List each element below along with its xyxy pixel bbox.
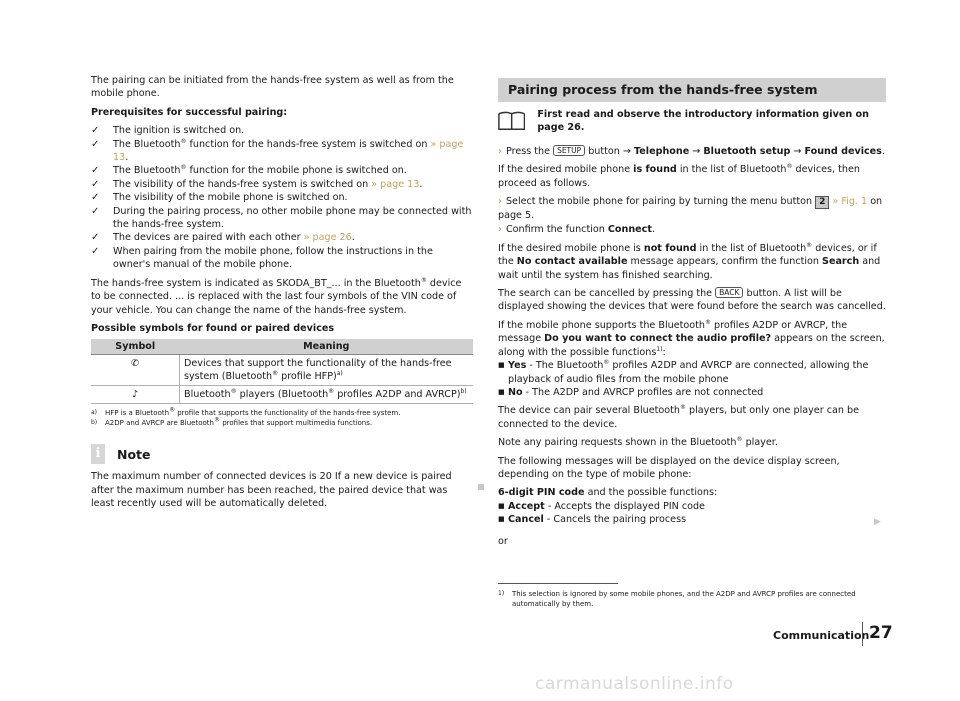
note-heading	[91, 444, 473, 464]
table-row	[91, 386, 473, 404]
page-link[interactable]: » page 26	[303, 232, 352, 244]
footnote: b) A2DP and AVRCP are Bluetooth® profiles that support multimedia functions.	[91, 416, 373, 428]
section-header: Pairing process from the hands-free system	[498, 78, 886, 102]
list-item: ■ No - The A2DP and AVRCP profiles are not connected	[498, 386, 886, 399]
table-cell: Bluetooth® players (Bluetooth® profiles A2DP and AVRCP)$^{b)}$	[180, 386, 474, 404]
prereq-list	[91, 124, 473, 271]
intro-paragraph: The pairing can be initiated from the hands-free system as well as from the mobile phone.	[91, 75, 454, 100]
prereq-item: ✓ The visibility of the hands-free system is switched on » page 13.	[91, 178, 473, 191]
prereq-item: ✓ The Bluetooth® function for the hands-free system is switched on » page 13.	[91, 138, 473, 165]
footnote-divider	[498, 583, 618, 584]
left-column	[91, 74, 473, 516]
prereq-item: ✓ The ignition is switched on.	[91, 124, 473, 137]
prereq-item: ✓ The visibility of the mobile phone is switched on.	[91, 191, 473, 204]
continue-arrow-icon: ▶	[874, 517, 881, 527]
audio-options	[498, 359, 886, 399]
figure-link[interactable]: » Fig. 1	[829, 196, 868, 208]
paragraph: The device can pair several Bluetooth® players, but only one player can be connected to the device.	[498, 404, 859, 430]
step-arrow-icon: ›	[498, 196, 502, 208]
section-end-mark	[478, 484, 484, 490]
paragraph: If the desired mobile phone is found in the list of Bluetooth® devices, then proceed as follows.	[498, 163, 860, 189]
page-footnotes	[498, 589, 886, 609]
symbol-table	[91, 339, 473, 404]
step-arrow-icon: ›	[498, 145, 502, 157]
setup-key: SETUP	[553, 145, 585, 156]
watermark: carmanualsonline.info	[535, 674, 734, 694]
table-header-symbol: Symbol	[91, 339, 180, 355]
step-setup: › Press the SETUP button → Telephone → Bluetooth setup → Found devices.	[498, 145, 885, 157]
prereq-item: ✓ When pairing from the mobile phone, follow the instructions in the owner's manual of the mobile phone.	[91, 245, 473, 272]
table-header-meaning: Meaning	[180, 339, 474, 355]
prereq-item: ✓ During the pairing process, no other mobile phone may be connected with the hands-free system.	[91, 205, 473, 232]
footnote: 1) This selection is ignored by some mobile phones, and the A2DP and AVRCP profiles are connected automatically by them.	[498, 590, 856, 608]
table-title: Possible symbols for found or paired devices	[91, 322, 335, 334]
open-book-icon	[498, 110, 525, 132]
page-link[interactable]: » page 13	[371, 178, 420, 190]
paragraph: 6-digit PIN code and the possible functions:	[498, 487, 718, 499]
note-title: Note	[117, 446, 151, 462]
prereq-item: ✓ The devices are paired with each other » page 26.	[91, 231, 473, 244]
step-select: › Select the mobile phone for pairing by turning the menu button 2 » Fig. 1 on page 5.	[498, 196, 883, 222]
table-footnotes	[91, 408, 473, 428]
paragraph: Note any pairing requests shown in the Bluetooth® player.	[498, 435, 778, 449]
page-link[interactable]: » page 13	[113, 138, 464, 164]
intro-note: First read and observe the introductory information given on page 26.	[498, 108, 886, 135]
info-icon: i	[91, 444, 105, 464]
list-item: ■ Accept - Accepts the displayed PIN code	[498, 500, 886, 513]
note-text: The maximum number of connected devices is 20 If a new device is paired after the maximum number has been reached, the paired device that was least recently used will be automatically deleted.	[91, 471, 452, 510]
table-cell: Devices that support the functionality of the hands-free system (Bluetooth® profile HFP)$^{a)}$	[180, 355, 474, 386]
menu-button-key: 2	[815, 196, 829, 209]
pin-options	[498, 500, 886, 527]
list-item: ■ Yes - The Bluetooth® profiles A2DP and AVRCP are connected, allowing the playback of audio files from the mobile phone	[498, 359, 886, 386]
table-row	[91, 355, 473, 386]
system-name-paragraph: The hands-free system is indicated as SKODA_BT_... in the Bluetooth® device to be connected. ... is replaced with the last four symbols of the VIN code of your vehicle. You can change the name of the hands-free system.	[91, 276, 462, 316]
right-column	[498, 78, 886, 553]
paragraph: The following messages will be displayed on the device display screen, depending on the type of mobile phone:	[498, 455, 840, 480]
prereq-item: ✓ The Bluetooth® function for the mobile phone is switched on.	[91, 164, 473, 177]
page-number: 27	[869, 623, 893, 643]
footnote: a) HFP is a Bluetooth® profile that supports the functionality of the hands-free system.	[91, 406, 401, 418]
phone-icon: ✆	[91, 355, 180, 386]
or-text: or	[498, 535, 508, 547]
list-item: ■ Cancel - Cancels the pairing process	[498, 513, 886, 526]
step-confirm: › Confirm the function Connect.	[498, 224, 656, 236]
music-note-icon: ♪	[91, 386, 180, 404]
footer-divider	[862, 622, 863, 646]
back-key: BACK	[715, 287, 743, 298]
paragraph: If the desired mobile phone is not found in the list of Bluetooth® devices, or if the No contact available message appears, confirm the function Search and wait until the system has finished searching.	[498, 241, 881, 281]
prereq-title: Prerequisites for successful pairing:	[91, 106, 288, 118]
paragraph: If the mobile phone supports the Bluetooth® profiles A2DP or AVRCP, the message Do you want to connect the audio profile? appears on the screen, along with the possible functions$^{1)}$:	[498, 318, 885, 358]
paragraph: The search can be cancelled by pressing the BACK button. A list will be displayed showing the devices that were found before the search was cancelled.	[498, 288, 886, 313]
section-label: Communication	[773, 629, 870, 642]
step-arrow-icon: ›	[498, 224, 502, 236]
